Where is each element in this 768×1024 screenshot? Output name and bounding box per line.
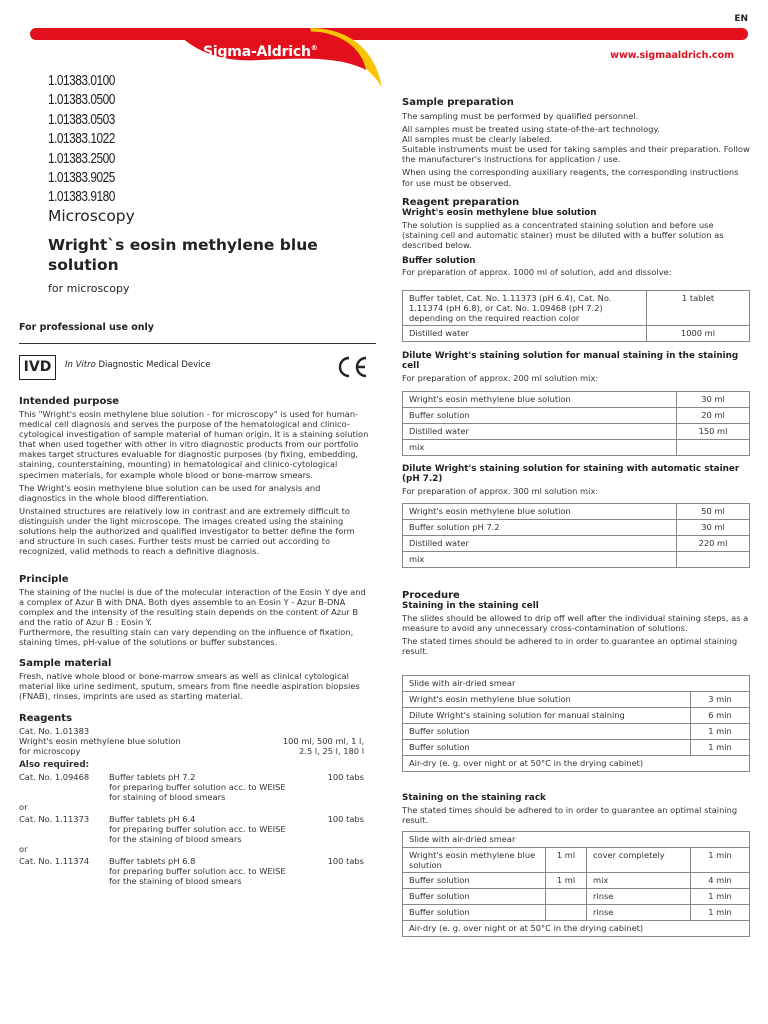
principle-p2: Furthermore, the resulting stain can vary depending on the influence of fixation, staining times, pH-value of the solutions or buffer substances. [19,627,354,648]
reagent-prep-sub: Wright's eosin methylene blue solution [402,208,597,218]
item-qty: 100 tabs [327,814,364,824]
table-cell-label: Slide with air-dried smear [403,832,750,848]
website-link[interactable]: www.sigmaaldrich.com [610,50,734,61]
or-separator: or [19,844,28,854]
brand-name-text: Sigma-Aldrich [203,44,311,60]
table-cell-label: mix [403,440,677,456]
table-cell-label: Wright's eosin methylene blue solution [403,692,691,708]
buffer-intro: For preparation of approx. 1000 ml of solution, add and dissolve: [402,267,672,278]
table-cell-value: 6 min [691,708,750,724]
catalog-number: 1.01383.0500 [48,92,115,109]
table-cell-label: Buffer solution [403,408,677,424]
table-cell-time: 4 min [691,873,750,889]
table-cell-value: 20 ml [677,408,750,424]
table-cell-value: 1000 ml [647,326,750,342]
item-l1: Buffer tablets pH 6.8 [109,856,196,866]
sample-material-text [19,671,369,701]
table-cell-value: 50 ml [677,504,750,520]
table-row [403,848,750,873]
reagent-name1: Wright's eosin methylene blue solution [19,736,181,746]
ivd-badge: IVD [19,355,56,380]
table-cell-value: 220 ml [677,536,750,552]
item-cat: Cat. No. 1.09468 [19,772,90,782]
table-cell-value: 3 min [691,692,750,708]
sample-material-p1: Fresh, native whole blood or bone-marrow smears as well as clinical cytological material like urine sediment, sputum, smears from fine needle aspiration biopsies (FNAB), rinses, imprints are used as starting material. [19,671,360,702]
reagent-line2 [19,746,364,756]
table-cell-label: Wright's eosin methylene blue solution [403,504,677,520]
table-cell-value: 150 ml [677,424,750,440]
table-cell-label: Buffer solution [403,905,546,921]
or-separator: or [19,802,28,812]
item-desc [109,856,314,886]
table-cell-label: Wright's eosin methylene blue solution [403,848,546,873]
table-row [403,921,750,937]
table-cell-volume [546,889,587,905]
also-required-item [19,772,364,802]
table-cell-action: rinse [587,889,691,905]
table-cell-value: 30 ml [677,392,750,408]
intended-p3: Unstained structures are relatively low in contrast and are extremely difficult to distinguish under the light microscope. The images created using the staining solutions help the authorized and qualified investigator to better define the form and structure in such cases. Further tests must be carried out according to recognized, valid methods to reach a definitive diagnosis. [19,505,355,557]
table-cell-value: 1 min [691,740,750,756]
procedure-section [402,590,750,659]
item-l2: for preparing buffer solution acc. to WEISE [109,866,286,876]
manual-intro: For preparation of approx. 200 ml solution mix: [402,373,599,383]
item-desc [109,814,314,844]
principle-section [19,574,369,651]
catalog-number: 1.01383.1022 [48,131,115,148]
also-required-item [19,814,364,844]
table-cell-action: cover completely [587,848,691,873]
item-qty: 100 tabs [327,856,364,866]
ivd-description [65,360,210,370]
table-row [403,440,750,456]
staining-cell-sub: Staining in the staining cell [402,601,539,611]
table-row [403,408,750,424]
table-row [403,905,750,921]
staining-rack-table [402,831,750,937]
catalog-numbers [48,72,115,208]
table-row [403,692,750,708]
also-required-list [19,772,364,886]
staining-cell-text [402,613,750,656]
table-row [403,291,750,326]
item-qty: 100 tabs [327,772,364,782]
also-required-heading: Also required: [19,760,90,770]
table-row [403,326,750,342]
intended-purpose-text [19,409,369,556]
table-cell-label: Buffer solution [403,889,546,905]
table-cell-label: Wright's eosin methylene blue solution [403,392,677,408]
intended-p2: The Wright's eosin methylene blue solution can be used for analysis and diagnostics in the whole blood differentiation. [19,482,321,503]
table-row [403,832,750,848]
principle-heading: Principle [19,574,69,585]
table-row [403,724,750,740]
table-row [403,676,750,692]
item-cat: Cat. No. 1.11373 [19,814,90,824]
sample-prep-p4: Suitable instruments must be used for taking samples and their preparation. Follow the manufacturer's instructions for application / use. [402,144,750,165]
catalog-number: 1.01383.2500 [48,150,115,167]
item-desc [109,772,314,802]
table-cell-label: Buffer solution [403,873,546,889]
product-title: Wright`s eosin methylene blue solution [48,236,318,274]
catalog-number: 1.01383.9180 [48,189,115,206]
catalog-number: 1.01383.0100 [48,73,115,89]
catalog-number: 1.01383.9025 [48,170,115,187]
table-cell-label: Buffer solution [403,740,691,756]
catalog-number: 1.01383.0503 [48,111,115,128]
procedure-heading: Procedure [402,590,460,601]
intended-purpose-heading: Intended purpose [19,396,120,407]
registered-mark: ® [310,44,318,52]
table-row [403,552,750,568]
sample-material-heading: Sample material [19,658,112,669]
item-cat: Cat. No. 1.11374 [19,856,90,866]
item-l2: for preparing buffer solution acc. to WEISE [109,782,286,792]
reagent-name2: for microscopy [19,746,81,756]
table-cell-label: Air-dry (e. g. over night or at 50°C in the drying cabinet) [403,756,750,772]
cell-p2: The stated times should be adhered to in order to guarantee an optimal staining result. [402,636,738,657]
principle-p1: The staining of the nuclei is due of the molecular interaction of the Eosin Y dye and a complex of Azur B with DNA. Both dyes assemble to an Eosin Y - Azur B-DNA complex and the intensity of the resulting stain depends on the content of Azur B and the ratio of Azur B : Eosin Y. [19,587,366,628]
table-cell-label: Dilute Wright's staining solution for manual staining [403,708,691,724]
table-cell-action: rinse [587,905,691,921]
table-row [403,708,750,724]
reagent-sizes2: 2.5 l, 25 l, 180 l [299,746,364,756]
item-l2: for preparing buffer solution acc. to WEISE [109,824,286,834]
reagent-cat: Cat. No. 1.01383 [19,726,90,736]
ce-mark-icon [335,355,369,379]
buffer-solution-sub: Buffer solution [402,256,476,267]
table-cell-label: Buffer tablet, Cat. No. 1.11373 (pH 6.4), Cat. No. 1.11374 (pH 6.8), or Cat. No. 1.09468 (pH 7.2) depending on the required reaction color [403,291,647,326]
buffer-table [402,290,750,342]
table-cell-label: Buffer solution pH 7.2 [403,520,677,536]
staining-rack-section [402,793,750,828]
sample-preparation-section [402,97,750,191]
reagent-prep-p1: The solution is supplied as a concentrated staining solution and before use (staining cell and automatic stainer) must be diluted with a buffer solution as described below. [402,220,724,251]
table-cell-volume: 1 ml [546,848,587,873]
table-row [403,889,750,905]
table-cell-time: 1 min [691,889,750,905]
product-subtitle: for microscopy [48,282,130,295]
manual-dilution-table [402,391,750,456]
table-cell-label: Slide with air-dried smear [403,676,750,692]
principle-text [19,587,369,648]
table-row [403,740,750,756]
sample-prep-p3: All samples must be clearly labeled. [402,134,553,145]
table-cell-label: Distilled water [403,424,677,440]
staining-cell-table [402,675,750,772]
table-cell-value [677,552,750,568]
table-row [403,392,750,408]
table-row [403,504,750,520]
auto-dilution-section [402,464,750,496]
item-l1: Buffer tablets pH 6.4 [109,814,196,824]
auto-dilution-table [402,503,750,568]
intended-purpose-section [19,396,369,559]
reagent-line1 [19,736,364,746]
sample-prep-heading: Sample preparation [402,97,514,108]
item-l1: Buffer tablets pH 7.2 [109,772,196,782]
table-cell-volume: 1 ml [546,873,587,889]
language-code: EN [734,14,748,24]
table-row [403,536,750,552]
table-row [403,873,750,889]
professional-use-note: For professional use only [19,322,154,333]
reagent-prep-heading: Reagent preparation [402,197,520,208]
reagent-prep-text [402,220,750,250]
table-cell-value [677,440,750,456]
rack-p1: The stated times should be adhered to in order to guarantee an optimal staining result. [402,805,738,826]
table-cell-volume [546,905,587,921]
reagents-section [19,714,364,886]
table-row [403,756,750,772]
sample-prep-p5: When using the corresponding auxiliary reagents, the corresponding instructions for use must be observed. [402,167,739,188]
table-cell-time: 1 min [691,905,750,921]
reagents-heading: Reagents [19,713,73,724]
auto-dilution-sub: Dilute Wright's staining solution for staining with automatic stainer (pH 7.2) [402,464,740,484]
item-l3: for staining of blood smears [109,792,226,802]
sample-prep-p1: The sampling must be performed by qualified personnel. [402,111,639,121]
staining-rack-sub: Staining on the staining rack [402,793,546,803]
table-cell-value: 1 tablet [647,291,750,326]
table-cell-value: 1 min [691,724,750,740]
also-required-item [19,856,364,886]
table-cell-label: Buffer solution [403,724,691,740]
sample-prep-text [402,111,750,188]
table-cell-label: mix [403,552,677,568]
item-l3: for the staining of blood smears [109,834,242,844]
manual-dilution-section [402,351,750,383]
table-cell-label: Distilled water [403,326,647,342]
brand-name [203,44,318,60]
item-l3: for the staining of blood smears [109,876,242,886]
ivd-rest: Diagnostic Medical Device [95,360,211,370]
reagent-preparation-section [402,197,750,277]
reagent-sizes1: 100 ml, 500 ml, 1 l, [282,736,364,746]
staining-rack-text [402,805,750,825]
auto-intro: For preparation of approx. 300 ml solution mix: [402,486,599,496]
intended-p1: This "Wright's eosin methylene blue solution - for microscopy" is used for human-medical cell diagnosis and serves the purpose of the hematological and clinico-cytological investigation of sample material of human origin. It is a staining solution that when used together with other in vitro diagnostic products from our portfolio makes target structures evaluable for diagnostic purposes (by fixing, embedding, staining, counterstaining, mounting) in hematological and clinico-cytological specimen materials, for example whole blood or bone-marrow smears. [19,409,369,480]
table-cell-time: 1 min [691,848,750,873]
sample-prep-p2: All samples must be treated using state-of-the-art technology. [402,124,660,135]
cell-p1: The slides should be allowed to drip off well after the individual staining steps, as a measure to avoid any unnecessary cross-contamination of solutions. [402,613,749,634]
sample-material-section [19,658,369,704]
ivd-italic: In Vitro [65,360,96,370]
table-row [403,520,750,536]
table-cell-label: Air-dry (e. g. over night or at 50°C in the drying cabinet) [403,921,750,937]
manual-dilution-sub: Dilute Wright's staining solution for manual staining in the staining cell [402,351,739,371]
table-cell-action: mix [587,873,691,889]
table-cell-value: 30 ml [677,520,750,536]
table-row [403,424,750,440]
table-cell-label: Distilled water [403,536,677,552]
product-category: Microscopy [48,207,135,225]
